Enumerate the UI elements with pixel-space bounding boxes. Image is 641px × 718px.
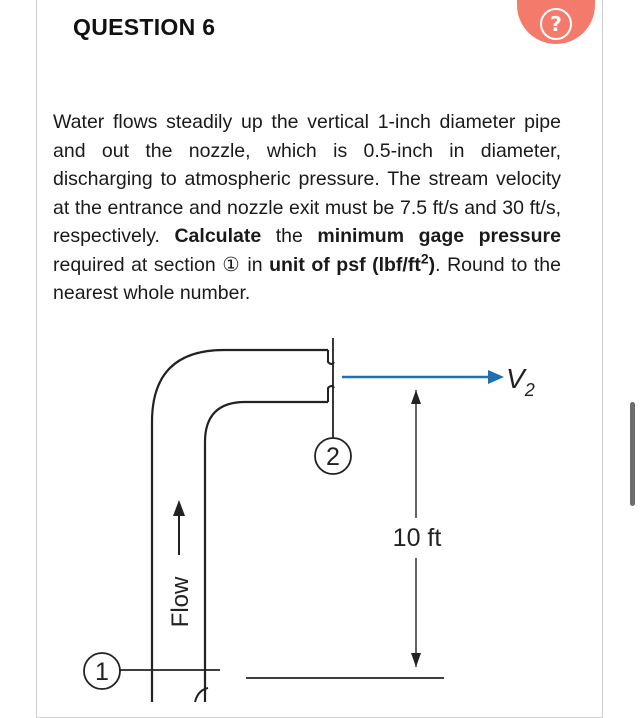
pipe-diagram: [60, 330, 580, 702]
unit-emphasis: unit of psf $(lbf/ft^2)$: [269, 250, 436, 276]
velocity-label: $V_2$: [506, 363, 535, 400]
vertical-scrollbar[interactable]: [630, 402, 635, 506]
pipe-inner-wall: [205, 402, 328, 702]
height-label: 10 ft: [392, 524, 442, 552]
flow-label: Flow: [167, 576, 194, 628]
question-text: Water flows steadily up the vertical 1-inch diameter pipe and out the nozzle, which is 0.5-inch in diameter, discharging to atmospheric pressure. The stream velocity at the entrance and nozzle exit must be 7.5 ft/s and 30 ft/s, respectively. Calculate the minimum gage pressure required at section ① in unit of psf $(lbf/ft^2)$. Round to the nearest whole number.: [53, 111, 561, 304]
section-1-number: 1: [95, 658, 109, 686]
jet-arrow-head: [488, 370, 504, 384]
question-mark-icon: ?: [540, 8, 572, 40]
section-2-number: 2: [326, 443, 340, 471]
section-symbol: ①: [222, 253, 241, 276]
calculate-emphasis: Calculate: [174, 225, 262, 247]
flow-arrow-head: [173, 500, 185, 516]
question-title: QUESTION 6: [73, 14, 216, 40]
dimension-arrow-bottom: [411, 653, 421, 667]
dimension-arrow-top: [411, 390, 421, 404]
minimum-gage-emphasis: minimum gage pressure: [317, 225, 561, 247]
